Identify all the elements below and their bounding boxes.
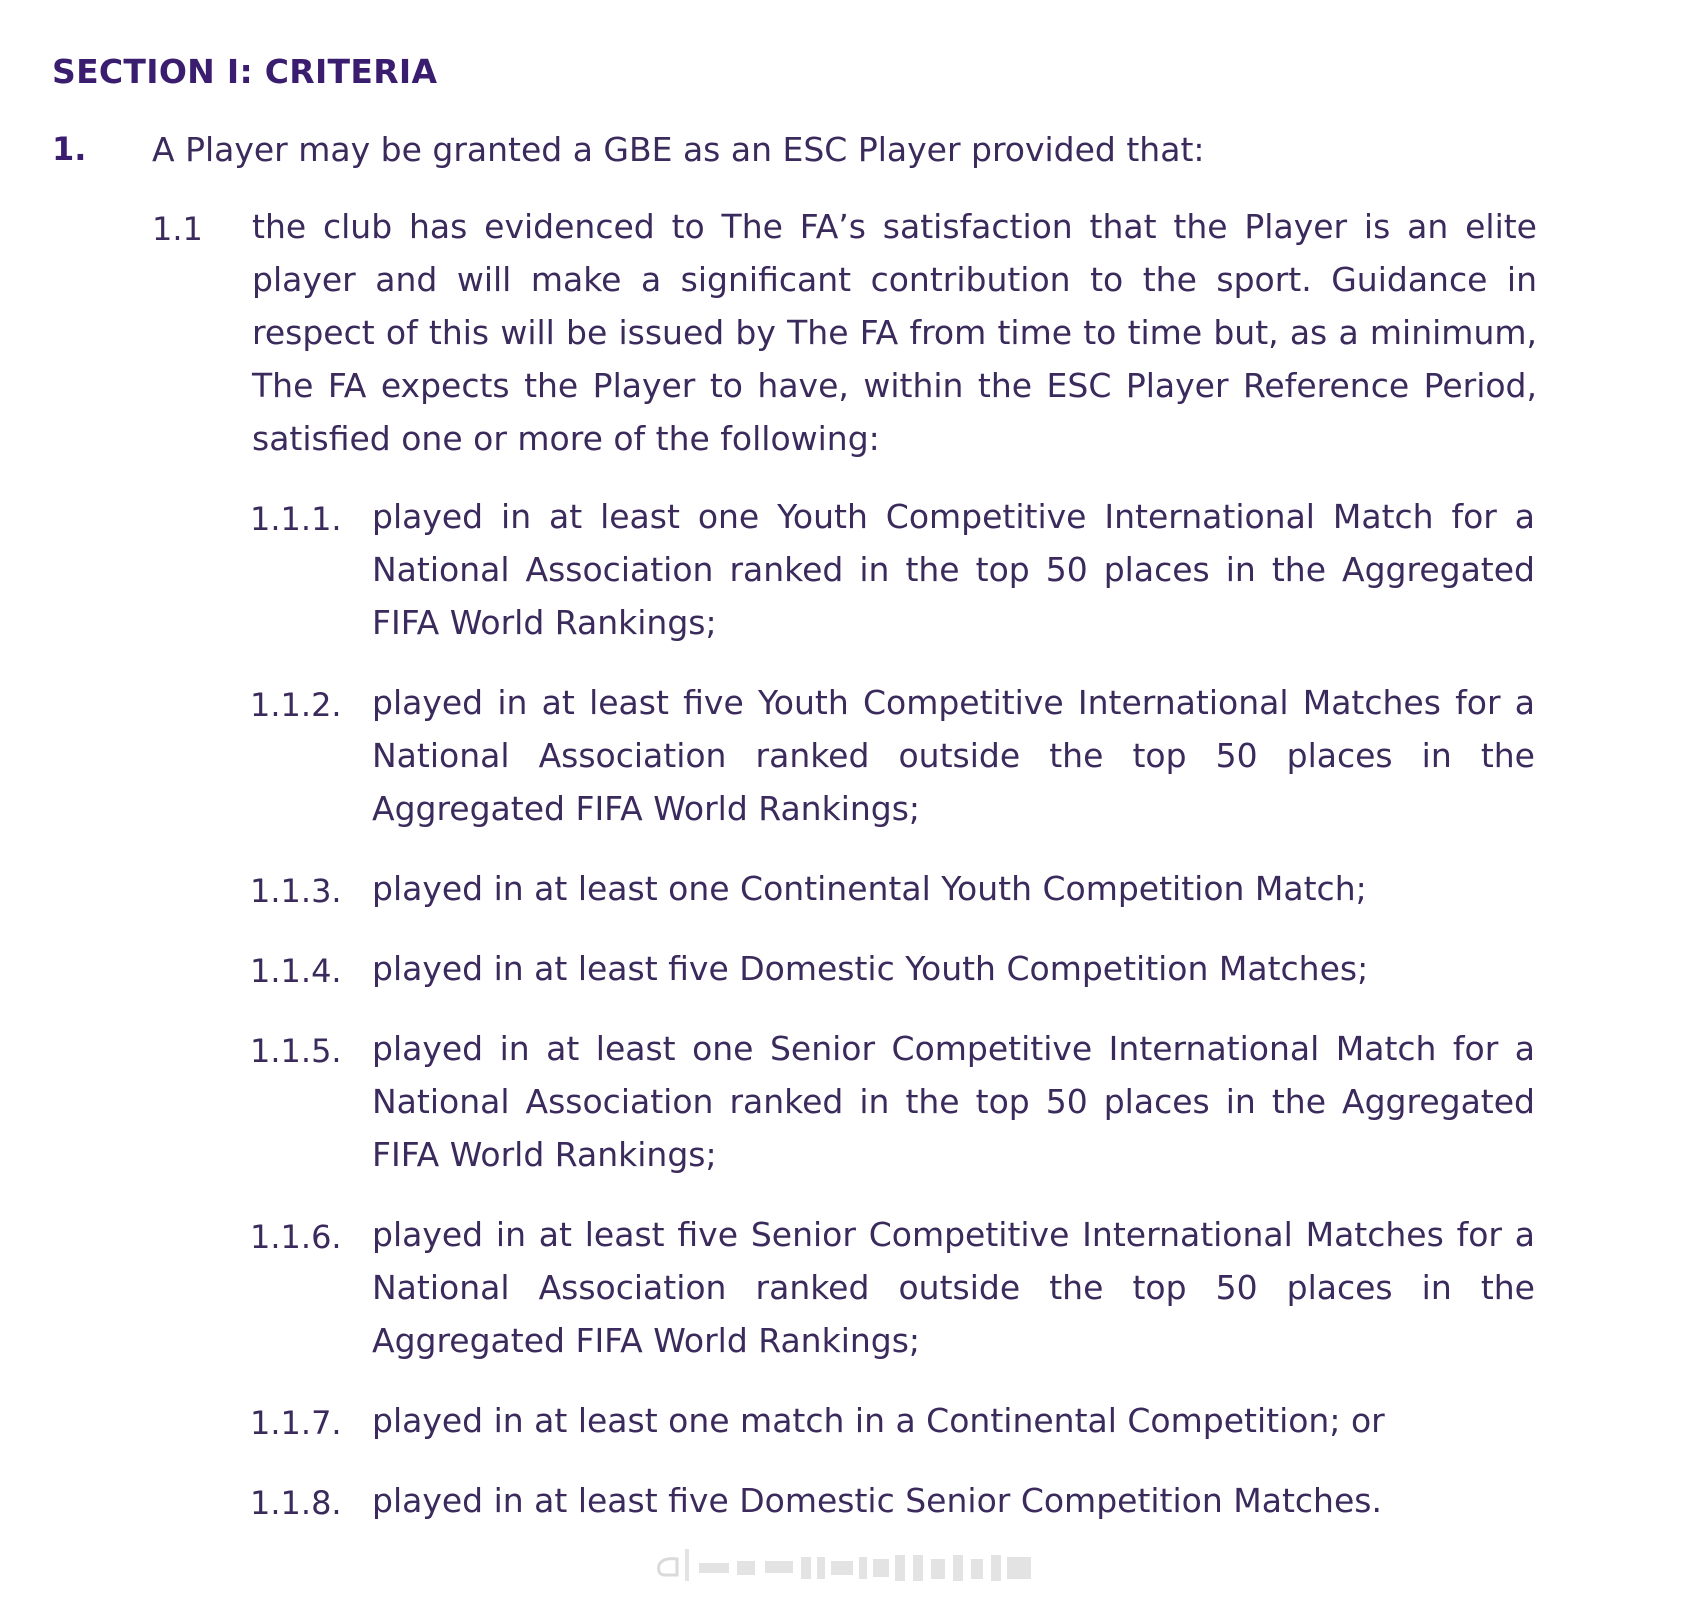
list-item-text: played in at least one Continental Youth Competition Match; bbox=[372, 869, 1367, 908]
list-item-number: 1.1.3. bbox=[250, 872, 342, 910]
list-item-number: 1.1.4. bbox=[250, 952, 342, 990]
list-item-number: 1.1.7. bbox=[250, 1404, 342, 1442]
clause-1-1-number: 1.1 bbox=[152, 210, 203, 248]
list-item-number: 1.1.1. bbox=[250, 500, 342, 538]
list-item-text: played in at least one match in a Continental Competition; or bbox=[372, 1401, 1385, 1440]
watermark-graphic bbox=[655, 1545, 1045, 1587]
list-item-number: 1.1.8. bbox=[250, 1484, 342, 1522]
list-item-text: played in at least one Senior Competitive International Match for a National Association ranked in the top 50 places in the Aggregated FIFA World Rankings; bbox=[372, 1029, 1535, 1174]
list-item-text: played in at least five Domestic Senior Competition Matches. bbox=[372, 1481, 1382, 1520]
list-item-number: 1.1.6. bbox=[250, 1218, 342, 1256]
clause-1-number: 1. bbox=[52, 130, 87, 168]
list-item-text: played in at least five Domestic Youth Competition Matches; bbox=[372, 949, 1369, 988]
list-item-text: played in at least five Youth Competitive International Matches for a National Association ranked outside the top 50 places in the Aggregated FIFA World Rankings; bbox=[372, 683, 1535, 828]
clause-1-text: A Player may be granted a GBE as an ESC Player provided that: bbox=[152, 130, 1205, 169]
list-item-text: played in at least five Senior Competitive International Matches for a National Association ranked outside the top 50 places in the Aggregated FIFA World Rankings; bbox=[372, 1215, 1535, 1360]
clause-1-1-text: the club has evidenced to The FA’s satisfaction that the Player is an elite player and will make a significant contribution to the sport. Guidance in respect of this will be issued by The FA from time to time but, as a minimum, The FA expects the Player to have, within the ESC Player Reference Period, satisfied one or more of the following: bbox=[252, 207, 1537, 458]
section-heading: SECTION I: CRITERIA bbox=[52, 52, 438, 91]
list-item-number: 1.1.5. bbox=[250, 1032, 342, 1070]
list-item-number: 1.1.2. bbox=[250, 686, 342, 724]
list-item-text: played in at least one Youth Competitive International Match for a National Association ranked in the top 50 places in the Aggregated FIFA World Rankings; bbox=[372, 497, 1535, 642]
